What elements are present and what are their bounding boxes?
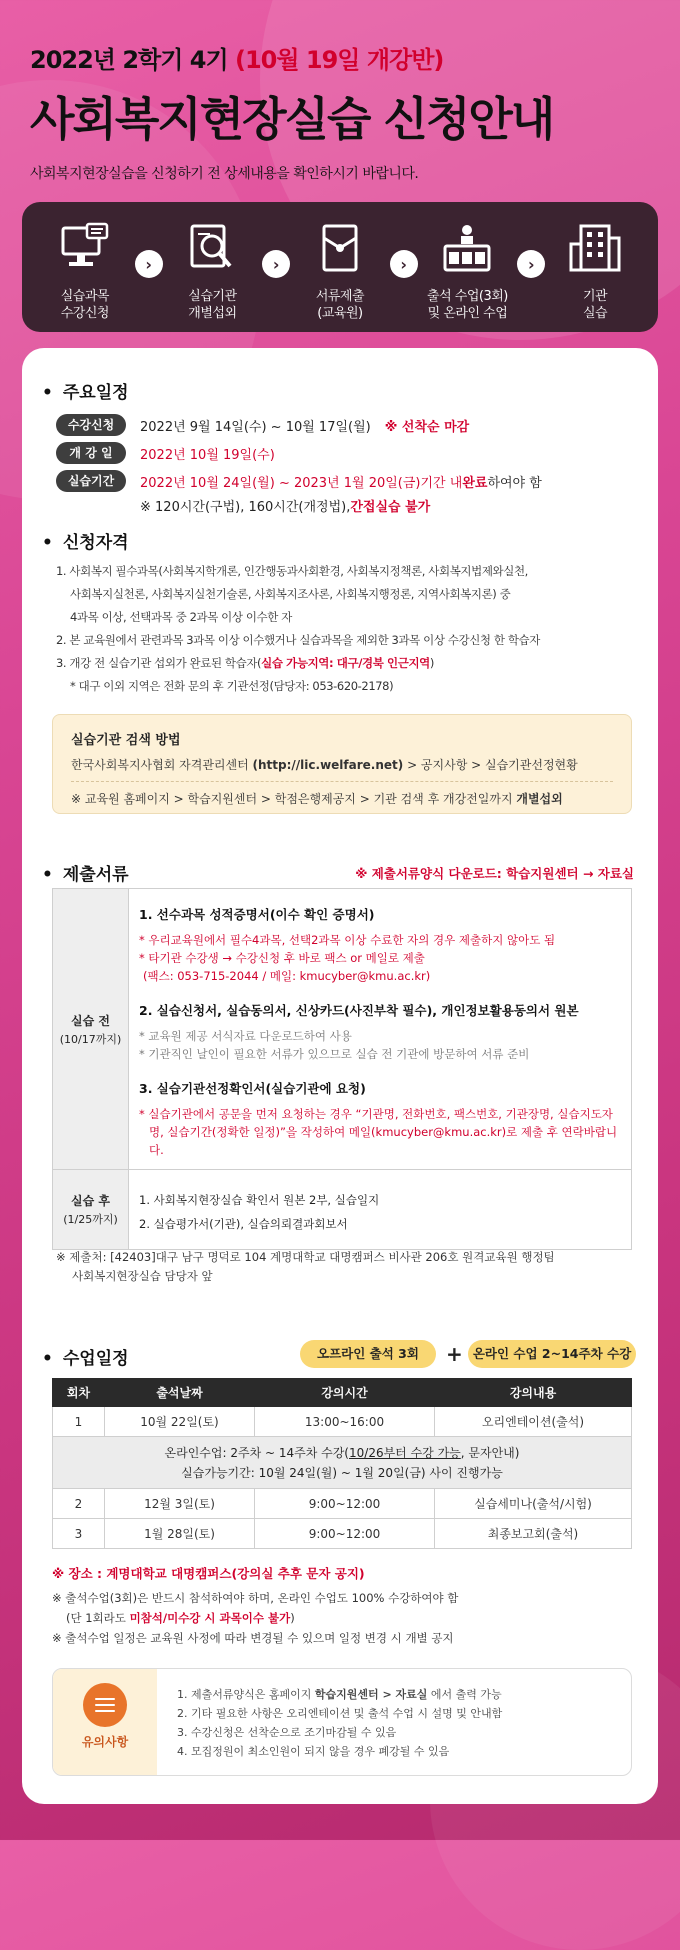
section-heading-qualification: • 신청자격 [42,528,129,553]
location-note: ※ 장소 : 계명대학교 대명캠퍼스(강의실 추후 문자 공지) [52,1566,365,1581]
step-institution-contact: 실습기관 개별섭외 [164,222,260,322]
step-field-practice: 기관 실습 [547,222,643,322]
class-notes: ※ 장소 : 계명대학교 대명캠퍼스(강의실 추후 문자 공지) ※ 출석수업(3회)은 반드시 참석하여야 하며, 온라인 수업도 100% 수강하여야 함 (단 1회라도 미참석/미수강 시 과목이수 불가) ※ 출석수업 일정은 교육원 사정에 따라 변경될 수 있으며 일정 변경 시 개별 공지 [52,1564,642,1648]
plus-sign: + [446,1342,463,1366]
table-row-online: 온라인수업: 2주차 ~ 14주차 수강(10/26부터 수강 가능, 문자안내) 실습가능기간: 10월 24일(월) ~ 1월 20일(금) 사이 진행가능 [53,1437,632,1489]
schedule-label: 수강신청 [56,414,126,436]
chevron-right-icon: › [135,250,163,278]
schedule-row-opening: 개 강 일 2022년 10월 19일(수) [56,442,275,464]
page-title: 사회복지현장실습 신청안내 [30,92,554,146]
step-document-submission: 서류제출 (교육원) [292,222,388,322]
list-icon [83,1683,127,1727]
content-card [22,348,658,1804]
process-steps [22,202,658,332]
table-row: 1 10월 22일(토) 13:00~16:00 오리엔테이션(출석) [53,1407,632,1437]
download-note: ※ 제출서류양식 다운로드: 학습지원센터 → 자료실 [355,866,634,881]
notice-box [52,1668,632,1776]
section-heading-documents: • 제출서류 [42,860,129,885]
chevron-right-icon: › [262,250,290,278]
institution-search-box: 실습기관 검색 방법 한국사회복지사협회 자격관리센터 (http://lic.welfare.net) > 공지사항 > 실습기관선정현황 ※ 교육원 홈페이지 > 학습지원센터 > 학점은행제공지 > 기관 검색 후 개강전일까지 개별섭외 [52,714,632,814]
notice-label: 유의사항 [81,1735,129,1749]
practice-hours-note: ※ 120시간(구법), 160시간(개정법), 간접실습 불가 [140,500,431,515]
notice-list: 1. 제출서류양식은 홈페이지 학습지원센터 > 자료실 에서 출력 가능 2. 기타 필요한 사항은 오리엔테이션 및 출석 수업 시 설명 및 안내함 3. 수강신청은 선착순으로 조기마감될 수 있음 4. 모집정원이 최소인원이 되지 않을 경우 폐강될 수 있음 [177,1688,503,1758]
hero-header [30,40,650,183]
first-come-note: ※ 선착순 마감 [384,419,470,435]
table-row: 2 12월 3일(토) 9:00~12:00 실습세미나(출석/시험) [53,1489,632,1519]
step-attendance-online: 출석 수업(3회) 및 온라인 수업 [419,222,515,322]
magnifier-icon [184,222,240,274]
qualification-list: 1. 사회복지 필수과목(사회복지학개론, 인간행동과사회환경, 사회복지정책론, 사회복지법제와실천, 사회복지실천론, 사회복지실천기술론, 사회복지조사론, 사회복지행정론, 지역사회복지론) 중 4과목 이상, 선택과목 중 2과목 이상 이수한 자 2. 본 교육원에서 관련과목 3과목 이상 이수했거나 실습과목을 제외한 3과목 이상 수강신청 한 학습자 3. 개강 전 실습기관 섭외가 완료된 학습자(실습 가능지역: 대구/경북 인근지역) * 대구 이외 지역은 전화 문의 후 기관선정(담당자: 053-620-2178) [56,564,540,693]
page-description: 사회복지현장실습을 신청하기 전 상세내용을 확인하시기 바랍니다. [30,166,419,182]
divider [71,781,613,782]
table-header-row: 회차 출석날짜 강의시간 강의내용 [53,1379,632,1407]
semester-subtitle: 2022년 2학기 4기 (10월 19일 개강반) [30,46,444,74]
building-icon [567,222,623,274]
schedule-row-practice: 실습기간 2022년 10월 24일(월) ~ 2023년 1월 20일(금)기간 내 완료 하여야 함 [56,470,542,492]
step-course-registration: 실습과목 수강신청 [37,222,133,322]
region-highlight: 실습 가능지역: 대구/경북 인근지역 [261,656,430,670]
chevron-right-icon: › [517,250,545,278]
opening-date-highlight: (10월 19일 개강반) [235,46,444,74]
welfare-link[interactable]: (http://lic.welfare.net) [252,758,404,772]
table-row [53,889,632,1170]
schedule-row-registration: 수강신청 2022년 9월 14일(수) ~ 10월 17일(월) ※ 선착순 마감 [56,414,469,436]
online-badge: 온라인 수업 2~14주차 수강 [468,1340,636,1368]
chevron-right-icon: › [390,250,418,278]
after-practice-docs: 1. 사회복지현장실습 확인서 원본 2부, 실습일지 2. 실습평가서(기관), 실습의뢰결과회보서 [129,1170,632,1250]
documents-table [52,888,632,1250]
search-box-title: 실습기관 검색 방법 [71,733,181,748]
table-row: 3 1월 28일(토) 9:00~12:00 최종보고회(출석) [53,1519,632,1549]
schedule-label: 실습기간 [56,470,126,492]
computer-icon [57,222,113,274]
offline-badge: 오프라인 출석 3회 [300,1340,436,1368]
table-row [53,1170,632,1250]
before-practice-label: 실습 전 (10/17까지) [53,889,129,1170]
schedule-label: 개 강 일 [56,442,126,464]
before-practice-docs: 1. 선수과목 성적증명서(이수 확인 증명서) * 우리교육원에서 필수4과목, 선택2과목 이상 수료한 자의 경우 제출하지 않아도 됨 * 타기관 수강생 → 수강신청 후 바로 팩스 or 메일로 제출 (팩스: 053-715-2044 / 메일: kmucyber@kmu.ac.kr) 2. 실습신청서, 실습동의서, 신상카드(사진부착 필수), 개인정보활용동의서 원본 * 교육원 제공 서식자료 다운로드하여 사용 * 기관직인 날인이 필요한 서류가 있으므로 실습 전 기관에 방문하여 서류 준비 3. 실습기관선정확인서(실습기관에 요청) * 실습기관에서 공문을 먼저 요청하는 경우 “기관명, 전화번호, 팩스번호, 기관장명, 실습지도자명, 실습기간(정확한 일정)”을 작성하여 메일(kmucyber@kmu.ac.kr)로 제출 후 연락바랍니다. [129,889,632,1170]
class-schedule-table [52,1378,632,1549]
submission-address: ※ 제출처: [42403]대구 남구 명덕로 104 계명대학교 대명캠퍼스 비사관 206호 원격교육원 행정팀 사회복지현장실습 담당자 앞 [56,1250,555,1283]
section-heading-classes: • 수업일정 [42,1344,129,1369]
classroom-icon [439,222,495,274]
section-heading-schedule: • 주요일정 [42,378,129,403]
after-practice-label: 실습 후 (1/25까지) [53,1170,129,1250]
envelope-icon [312,222,368,274]
